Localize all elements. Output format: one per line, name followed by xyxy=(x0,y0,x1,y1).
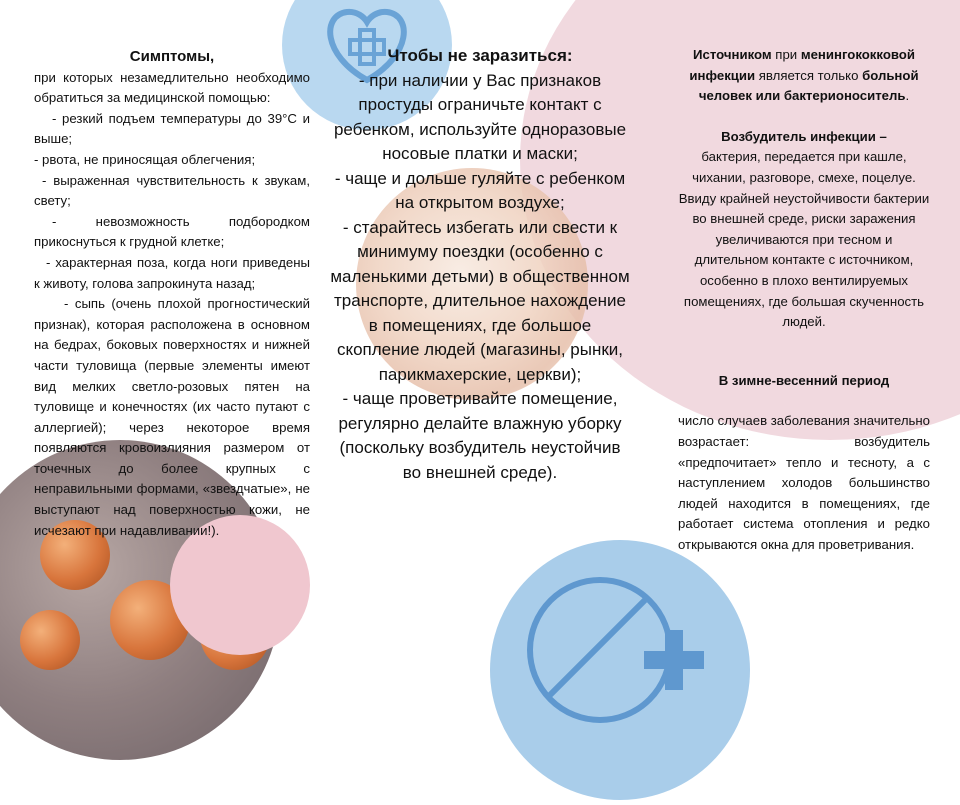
pill-medical-icon xyxy=(490,540,750,800)
source-bold: менингококковой инфекции xyxy=(689,47,915,83)
prevention-item: - чаще и дольше гуляйте с ребенком на открытом воздухе; xyxy=(334,168,626,212)
symptoms-title: Симптомы, xyxy=(129,48,215,65)
symptom-item: - сыпь (очень плохой прогностический признак), которая расположена в основном на бедрах, боковых поверхностях и нижней части туловища (первые элементы имеют вид мелких светло-розовых пятен на туловище и конечностях (их часто путают с аллергией); через некоторое время появляются кровоизлияния размером от точечных до более крупных с неправильными формами, «звездчатые», не выступают над поверхностью кожи, не исчезают при надавливании!). xyxy=(34,296,310,538)
pathogen-heading: Возбудитель инфекции – xyxy=(721,128,887,144)
source-paragraph xyxy=(678,45,930,107)
source-text: . xyxy=(905,88,910,104)
symptoms-column xyxy=(34,47,310,541)
prevention-item: - чаще проветривайте помещение, регулярно делайте влажную уборку (поскольку возбудитель неустойчив во внешней среде). xyxy=(338,389,622,482)
symptom-item: - невозможность подбородком прикоснуться к грудной клетке; xyxy=(34,213,310,250)
source-text: является только xyxy=(755,67,863,83)
source-text: при xyxy=(771,47,801,62)
source-bold: больной человек или бактерионоситель xyxy=(698,67,919,104)
symptom-item: - характерная поза, когда ноги приведены к животу, голова запрокинута назад; xyxy=(34,254,310,291)
pathogen-text: бактерия, передается при кашле, чихании, разговоре, смехе, поцелуе. Ввиду крайней неустойчивости бактерии во внешней среде, риски заражения увеличиваются при тесном и длительном контакте с источником, особенно в плохо вентилируемых помещениях, где большая скученность людей. xyxy=(678,149,930,330)
symptom-item: - рвота, не приносящая облегчения; xyxy=(34,151,256,167)
pill-cross-icon xyxy=(490,540,750,800)
season-heading: В зимне-весенний период xyxy=(718,372,890,388)
prevention-title: Чтобы не заразиться: xyxy=(387,46,573,65)
source-column xyxy=(678,45,930,555)
bacteria-blob xyxy=(20,610,80,670)
prevention-item: - при наличии у Вас признаков простуды ограничьте контакт с ребенком, используйте одноразовые носовые платки и маски; xyxy=(333,70,627,163)
season-text: число случаев заболевания значительно возрастает: возбудитель «предпочитает» тепло и тесноту, а с наступлением холодов большинство людей находится в помещениях, где работает система отопления и редко открываются окна для проветривания. xyxy=(678,413,930,552)
source-bold: Источником xyxy=(693,47,772,62)
symptom-item: - выраженная чувствительность к звукам, свету; xyxy=(34,172,310,209)
symptom-item: - резкий подъем температуры до 39°С и выше; xyxy=(34,110,310,147)
prevention-item: - старайтесь избегать или свести к минимуму поездки (особенно с маленькими детьми) в общественном транспорте, длительное нахождение в помещениях, где большое скопление людей (магазины, рынки, парикмахерские, церкви); xyxy=(330,217,630,384)
prevention-column xyxy=(330,44,630,485)
symptoms-intro: при которых незамедлительно необходимо обратиться за медицинской помощью: xyxy=(34,69,310,106)
